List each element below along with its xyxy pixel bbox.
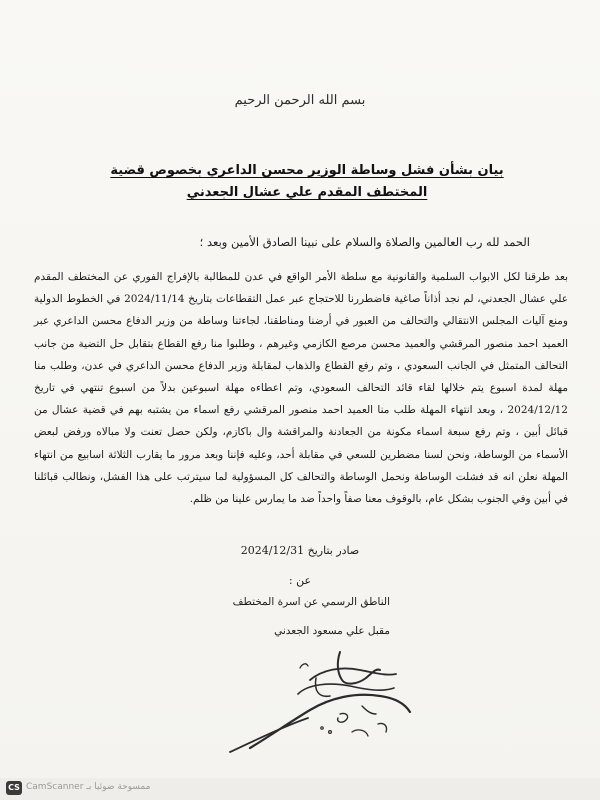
camscanner-watermark: CamScanner ممسوحة ضوئيا بـ <box>26 782 151 792</box>
camscanner-logo-icon: CS <box>6 781 22 795</box>
statement-title: بيان بشأن فشل وساطة الوزير محسن الداعري بخصوص قضية المختطف المقدم علي عشال الجعدني <box>110 163 504 200</box>
opening-greeting: الحمد لله رب العالمين والصلاة والسلام على نبينا الصادق الأمين وبعد ؛ <box>199 235 530 249</box>
basmala-heading: بسم الله الرحمن الرحيم <box>234 93 366 108</box>
from-label: عن : <box>288 574 312 587</box>
statement-body: بعد طرقنا لكل الابواب السلمية والقانونية مع سلطة الأمر الواقع في عدن للمطالبة بالإفراج الفوري عن المختطف المقدم علي عشال الجعدني، لم نجد أذاناً صاغية فاضطررنا للاحتجاج عبر عمل التقطاعات بتاريخ 2024/11/14 في الخطوط الدولية ومنع آليات المجلس الانتقالي والتحالف من العبور في أرضنا ومناطقنا، لجاءتنا وساطة من وزير الدفاع محسن الداعري عبر العميد احمد منصور المرقشي والعميد محسن مرصع الكازمي وغيرهم ، وطلبوا منا رفع القطاع بتقابل حل التضية من جانب التحالف المتمثل في الجانب السعودي ، وتم رفع القطاع والذهاب لمقابلة وزير الدفاع محسن الداعري في عدن، وطلب منا مهلة لمدة اسبوع يتم خلالها لقاء قائد التحالف السعودي، وتم اعطاءه مهلة اسبوعين بدلاً من اسبوع تنتهي في تاريخ 2024/12/12 ، وبعد انتهاء المهلة طلب منا العميد احمد منصور المرقشي رفع اسماء من يشتبه بهم في قضية عشال من قبائل أبين ، وتم رفع سبعة اسماء مكونة من الجعادنة والمراقشة وال باكازم، ولكن حصل تعنت ولا مبالاه ورفض لبعض الأسماء من الوساطة، ونحن لسنا مضطرين للسعي في مقابلة أحد، وعليه فإننا وبعد مرور ما يقارب الثلاثة اسابيع من انتهاء المهلة نعلن انه قد فشلت الوساطة ونحمل الوساطة والتحالف كل المسؤولية لما سيترتب على هذا الفشل، ونطالب قبائلنا في أبين وفي الجنوب بشكل عام، بالوقوف معنا صفاً واحداً ضد ما يمارس علينا من ظلم. <box>34 271 568 506</box>
issue-date: صادر بتاريخ 2024/12/31 <box>240 544 360 557</box>
signer-name: مقبل علي مسعود الجعدني <box>274 625 390 637</box>
handwritten-signature <box>190 640 420 760</box>
scanner-footer <box>0 778 600 800</box>
spokesperson-title: الناطق الرسمي عن اسرة المختطف <box>232 596 390 608</box>
